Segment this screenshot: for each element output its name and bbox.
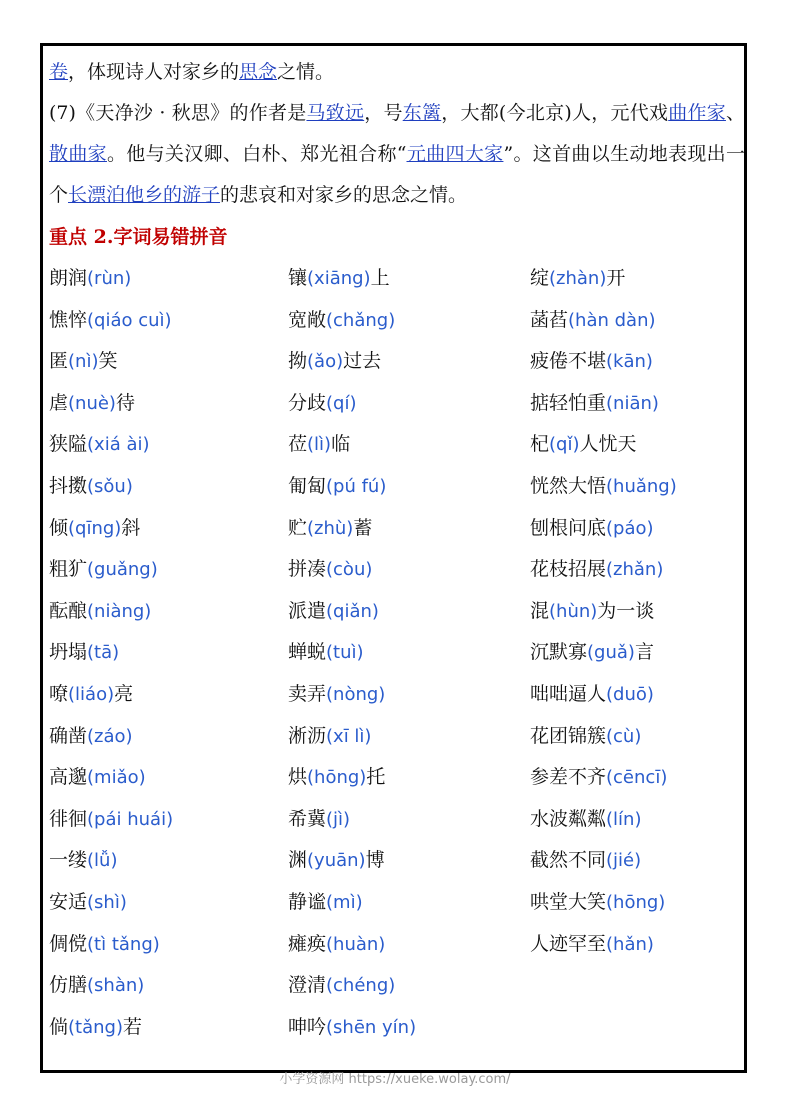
vocab-word: 贮 (288, 516, 308, 539)
vocab-item (288, 799, 350, 841)
vocab-item (49, 674, 133, 716)
intro-text: (7)《天净沙 · 秋思》的作者是 (49, 102, 307, 124)
intro-text: 、 (725, 102, 745, 124)
vocab-word: 狭隘 (49, 433, 88, 456)
intro-text: ，体现诗人对家乡的 (68, 61, 240, 83)
vocab-word: 静谧 (288, 890, 327, 913)
vocab-pinyin: (miǎo) (87, 767, 146, 789)
vocab-word: 徘徊 (49, 807, 88, 830)
vocab-word: 蝉蜕 (288, 641, 327, 664)
vocab-item (288, 757, 385, 799)
vocab-word: 刨根问底 (530, 516, 607, 539)
vocab-word: 倘 (49, 1015, 69, 1038)
vocab-pinyin: (lǚ) (87, 850, 118, 872)
pinyin-word-list (49, 258, 745, 1048)
vocab-word: 杞 (530, 433, 550, 456)
document-content (49, 52, 745, 1048)
vocab-suffix: 言 (634, 641, 654, 664)
vocab-suffix: 人忧天 (579, 433, 637, 456)
vocab-word: 截然不同 (530, 849, 607, 872)
vocab-pinyin: (niàng) (87, 600, 152, 622)
vocab-pinyin: (guǎng) (87, 559, 158, 581)
vocab-suffix: 临 (331, 433, 351, 456)
vocab-pinyin: (shàn) (87, 975, 145, 997)
vocab-pinyin: (tā) (87, 642, 120, 664)
vocab-item (530, 508, 654, 550)
vocab-pinyin: (hùn) (549, 600, 598, 622)
vocab-pinyin: (lín) (606, 808, 642, 830)
vocab-pinyin: (cù) (606, 725, 642, 747)
vocab-pinyin: (guǎ) (587, 642, 635, 664)
vocab-word: 混 (530, 599, 550, 622)
term-link[interactable]: 元曲四大家 (406, 143, 504, 165)
vocab-item (288, 716, 371, 758)
term-link[interactable]: 思念 (239, 61, 278, 83)
vocab-row (49, 258, 745, 300)
vocab-pinyin: (shēn yín) (326, 1016, 417, 1038)
vocab-pinyin: (qīng) (68, 517, 122, 539)
vocab-item (530, 757, 667, 799)
vocab-word: 呻吟 (288, 1015, 327, 1038)
vocab-row (49, 965, 745, 1007)
vocab-pinyin: (rùn) (87, 268, 132, 289)
vocab-pinyin: (zhù) (307, 517, 354, 539)
vocab-word: 确凿 (49, 724, 88, 747)
vocab-word: 倜傥 (49, 932, 88, 955)
vocab-word: 宽敞 (288, 308, 327, 331)
intro-text: ”。这首曲以生动地表现出一个 (49, 143, 745, 206)
vocab-pinyin: (yuān) (307, 850, 366, 872)
vocab-pinyin: (huǎng) (606, 475, 677, 497)
vocab-word: 沉默寡 (530, 641, 588, 664)
vocab-pinyin: (liáo) (68, 683, 115, 705)
vocab-word: 朗润 (49, 267, 88, 289)
vocab-pinyin: (páo) (606, 517, 654, 539)
vocab-item (49, 840, 117, 882)
vocab-row (49, 341, 745, 383)
vocab-item (530, 383, 659, 425)
vocab-pinyin: (lì) (307, 434, 332, 456)
vocab-word: 酝酿 (49, 599, 88, 622)
vocab-row (49, 840, 745, 882)
vocab-pinyin: (qiáo cuì) (87, 309, 172, 331)
vocab-row (49, 1007, 745, 1049)
vocab-pinyin: (zhàn) (549, 268, 607, 289)
vocab-pinyin: (záo) (87, 725, 133, 747)
term-link[interactable]: 散曲家 (49, 143, 107, 165)
vocab-item (530, 258, 625, 300)
vocab-row (49, 674, 745, 716)
vocab-word: 抖擞 (49, 474, 88, 497)
vocab-item (49, 965, 144, 1007)
vocab-row (49, 466, 745, 508)
vocab-word: 水波粼粼 (530, 807, 607, 830)
vocab-item (530, 341, 653, 383)
vocab-pinyin: (nòng) (326, 683, 386, 705)
vocab-item (288, 300, 395, 342)
vocab-item (49, 300, 172, 342)
vocab-item (288, 965, 395, 1007)
vocab-item (530, 549, 663, 591)
vocab-item (530, 632, 654, 674)
vocab-item (530, 716, 641, 758)
vocab-word: 掂轻怕重 (530, 391, 607, 414)
vocab-word: 匿 (49, 350, 69, 373)
vocab-row (49, 924, 745, 966)
vocab-item (49, 716, 133, 758)
intro-text: 的悲哀和对家乡的思念之情。 (220, 184, 468, 206)
vocab-item (288, 508, 372, 550)
vocab-pinyin: (sǒu) (87, 475, 133, 497)
vocab-pinyin: (duō) (606, 683, 654, 705)
vocab-pinyin: (hōng) (606, 891, 666, 913)
term-link[interactable]: 曲作家 (668, 102, 726, 124)
vocab-pinyin: (huàn) (326, 933, 386, 955)
vocab-item (288, 466, 386, 508)
vocab-item (49, 549, 158, 591)
vocab-row (49, 757, 745, 799)
vocab-word: 人迹罕至 (530, 932, 607, 955)
vocab-word: 高邈 (49, 766, 88, 789)
intro-text: ，号 (364, 102, 403, 124)
vocab-word: 倾 (49, 516, 69, 539)
vocab-item (49, 882, 127, 924)
vocab-pinyin: (hōng) (307, 767, 367, 789)
vocab-pinyin: (qí) (326, 392, 357, 414)
vocab-pinyin: (xiá ài) (87, 434, 150, 456)
vocab-suffix: 开 (606, 267, 626, 289)
vocab-word: 恍然大悟 (530, 474, 607, 497)
vocab-item (530, 924, 654, 966)
intro-text: 之情。 (277, 61, 335, 83)
vocab-item (49, 341, 118, 383)
vocab-word: 渊 (288, 849, 308, 872)
vocab-item (49, 466, 133, 508)
vocab-row (49, 799, 745, 841)
vocab-word: 分歧 (288, 391, 327, 414)
vocab-pinyin: (tì tǎng) (87, 933, 160, 955)
vocab-word: 花团锦簇 (530, 724, 607, 747)
vocab-pinyin: (qǐ) (549, 434, 580, 456)
vocab-pinyin: (jié) (606, 850, 642, 872)
vocab-word: 菡萏 (530, 308, 569, 331)
vocab-item (49, 757, 146, 799)
vocab-pinyin: (nì) (68, 351, 99, 373)
vocab-pinyin: (hǎn) (606, 933, 654, 955)
term-link[interactable]: 马致远 (306, 102, 365, 124)
vocab-word: 拗 (288, 350, 308, 373)
vocab-pinyin: (tǎng) (68, 1016, 123, 1038)
vocab-word: 憔悴 (49, 308, 88, 331)
vocab-suffix: 上 (370, 267, 390, 289)
vocab-word: 淅沥 (288, 724, 327, 747)
vocab-item (530, 300, 656, 342)
vocab-word: 莅 (288, 433, 308, 456)
intro-paragraph-7 (49, 93, 745, 216)
footer-watermark: 小学资源网 https://xueke.wolay.com/ (279, 1072, 511, 1087)
vocab-item (288, 424, 350, 466)
vocab-item (288, 924, 385, 966)
vocab-word: 一缕 (49, 849, 88, 872)
vocab-row (49, 383, 745, 425)
intro-text: 。他与关汉卿、白朴、郑光祖合称“ (106, 143, 407, 165)
vocab-word: 疲倦不堪 (530, 350, 607, 373)
vocab-item (288, 258, 390, 300)
vocab-word: 瘫痪 (288, 932, 327, 955)
vocab-suffix: 博 (365, 849, 385, 872)
vocab-suffix: 亮 (114, 682, 134, 705)
term-link[interactable]: 卷 (49, 61, 69, 83)
vocab-pinyin: (cēncī) (606, 767, 668, 789)
vocab-word: 希冀 (288, 807, 327, 830)
vocab-item (288, 549, 372, 591)
vocab-pinyin: (xiāng) (307, 268, 371, 289)
vocab-item (49, 632, 119, 674)
vocab-pinyin: (chǎng) (326, 309, 396, 331)
vocab-suffix: 为一谈 (597, 599, 655, 622)
vocab-word: 参差不齐 (530, 766, 607, 789)
vocab-word: 澄清 (288, 974, 327, 997)
vocab-item (288, 882, 363, 924)
vocab-pinyin: (kān) (606, 351, 653, 373)
vocab-pinyin: (pú fú) (326, 475, 387, 497)
vocab-pinyin: (mì) (326, 891, 363, 913)
vocab-pinyin: (jì) (326, 808, 351, 830)
vocab-row (49, 508, 745, 550)
vocab-pinyin: (còu) (326, 559, 373, 581)
vocab-word: 嘹 (49, 682, 69, 705)
vocab-suffix: 笑 (98, 350, 118, 373)
vocab-pinyin: (zhǎn) (606, 559, 664, 581)
vocab-word: 安适 (49, 890, 88, 913)
vocab-item (49, 591, 151, 633)
vocab-word: 花枝招展 (530, 558, 607, 581)
vocab-word: 镶 (288, 267, 308, 289)
vocab-pinyin: (nuè) (68, 392, 116, 414)
vocab-word: 绽 (530, 267, 550, 289)
vocab-item (530, 674, 654, 716)
vocab-item (288, 674, 385, 716)
vocab-word: 派遣 (288, 599, 327, 622)
vocab-word: 匍匐 (288, 474, 327, 497)
vocab-row (49, 549, 745, 591)
vocab-item (530, 424, 637, 466)
vocab-item (288, 341, 381, 383)
vocab-word: 卖弄 (288, 682, 327, 705)
vocab-item (49, 383, 135, 425)
vocab-item (530, 799, 641, 841)
term-link[interactable]: 长漂泊他乡的游子 (68, 184, 221, 206)
vocab-item (49, 1007, 142, 1049)
vocab-pinyin: (shì) (87, 891, 127, 913)
vocab-item (49, 258, 131, 300)
vocab-word: 拼凑 (288, 558, 327, 581)
vocab-word: 咄咄逼人 (530, 682, 607, 705)
vocab-pinyin: (xī lì) (326, 725, 372, 747)
vocab-pinyin: (pái huái) (87, 808, 174, 830)
vocab-word: 烘 (288, 766, 308, 789)
vocab-item (530, 840, 641, 882)
vocab-item (288, 591, 379, 633)
vocab-row (49, 424, 745, 466)
vocab-row (49, 632, 745, 674)
vocab-suffix: 斜 (121, 516, 141, 539)
section-heading: 重点 2.字词易错拼音 (49, 226, 228, 248)
vocab-word: 坍塌 (49, 641, 88, 664)
vocab-row (49, 300, 745, 342)
vocab-item (530, 466, 677, 508)
vocab-item (288, 383, 357, 425)
intro-line-1 (49, 52, 745, 93)
vocab-suffix: 待 (115, 391, 135, 414)
vocab-item (530, 882, 665, 924)
vocab-suffix: 若 (122, 1015, 142, 1038)
vocab-item (49, 424, 150, 466)
vocab-word: 哄堂大笑 (530, 890, 607, 913)
vocab-row (49, 716, 745, 758)
vocab-row (49, 882, 745, 924)
vocab-item (288, 1007, 416, 1049)
vocab-pinyin: (hàn dàn) (568, 309, 656, 331)
vocab-item (288, 840, 385, 882)
vocab-suffix: 托 (366, 766, 386, 789)
vocab-word: 仿膳 (49, 974, 88, 997)
vocab-item (49, 924, 160, 966)
vocab-suffix: 蓄 (353, 516, 373, 539)
vocab-pinyin: (chéng) (326, 975, 396, 997)
vocab-suffix: 过去 (343, 350, 382, 373)
vocab-word: 粗犷 (49, 558, 88, 581)
vocab-word: 虐 (49, 391, 69, 414)
vocab-pinyin: (tuì) (326, 642, 364, 664)
vocab-item (49, 799, 173, 841)
intro-text: ，大都(今北京)人，元代戏 (441, 102, 669, 124)
vocab-pinyin: (niān) (606, 392, 659, 414)
vocab-pinyin: (qiǎn) (326, 600, 379, 622)
term-link[interactable]: 东篱 (402, 102, 442, 124)
vocab-row (49, 591, 745, 633)
vocab-item (530, 591, 654, 633)
vocab-pinyin: (ǎo) (307, 351, 344, 373)
vocab-item (49, 508, 140, 550)
vocab-item (288, 632, 364, 674)
